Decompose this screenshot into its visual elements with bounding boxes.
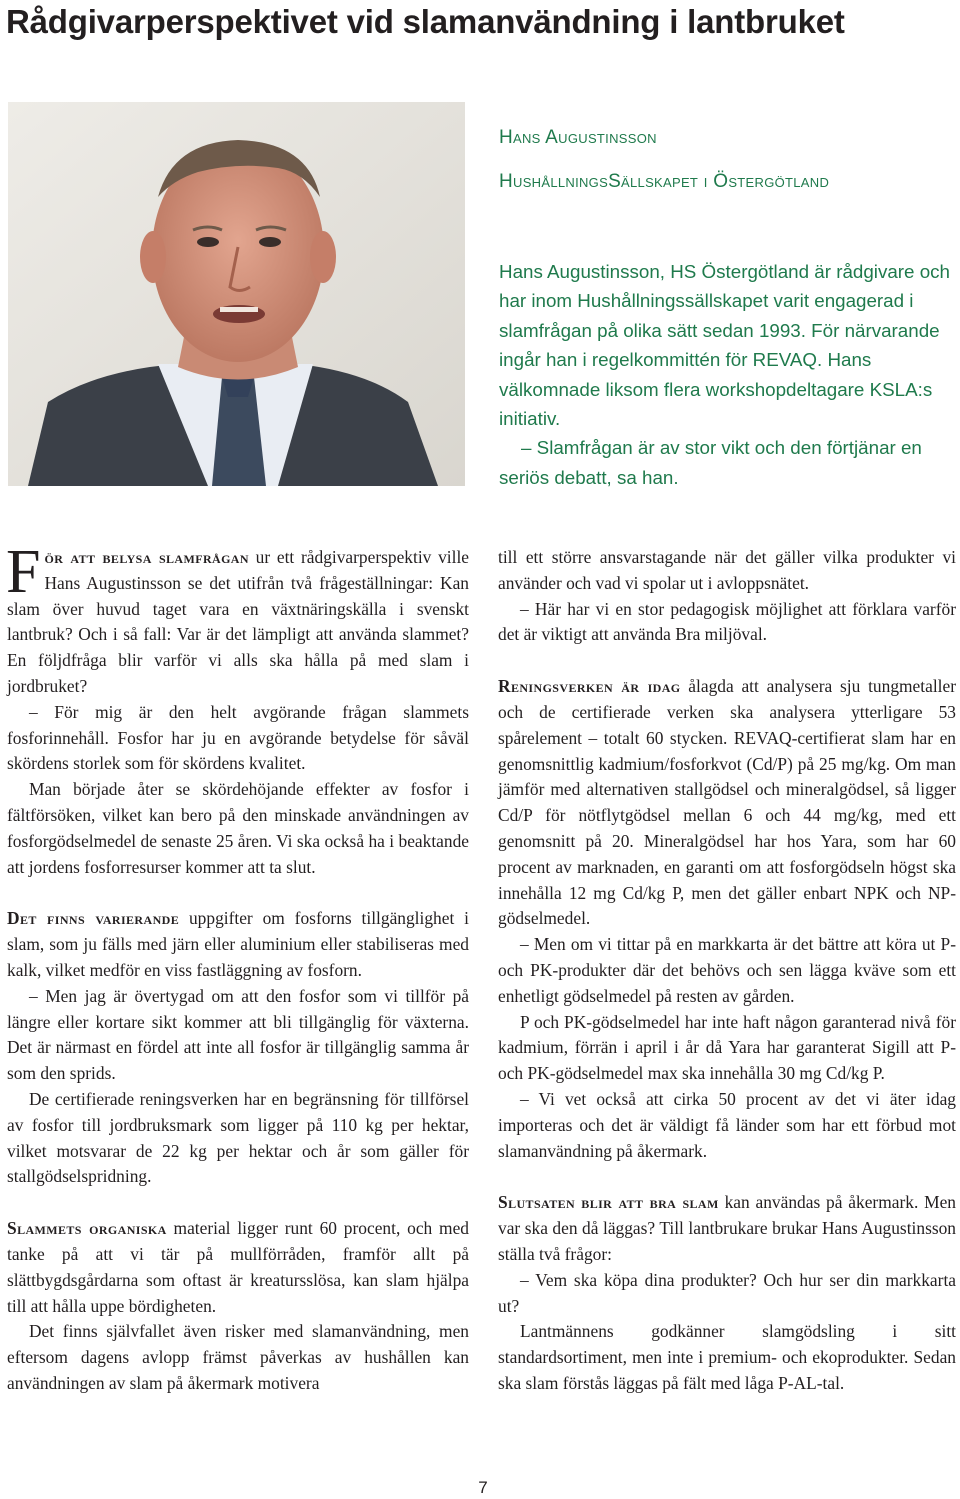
- paragraph-text: kan användas på åkermark. Men var ska den då läggas? Till lantbrukare brukar Hans Augustinsson ställa två frågor:: [498, 1192, 956, 1264]
- paragraph-text: ur ett rådgivarperspektiv ville Hans Augustinsson se det utifrån två frågeställningar: Kan slam över huvud taget vara en växtnäringskälla i svenskt lantbruk? Och i så fall: Var är det lämpligt att använda slammet? En följdfråga blir varför vi alls ska hålla på med slam i jordbruket?: [7, 547, 469, 696]
- paragraph: [498, 1190, 956, 1267]
- author-name: Hans Augustinsson: [499, 127, 657, 148]
- right-column: [498, 545, 956, 1397]
- paragraph-lead: Slammets organiska: [7, 1218, 167, 1239]
- paragraph: [7, 906, 469, 983]
- paragraph-text: uppgifter om fosforns tillgänglighet i slam, som ju fälls med järn eller aluminium eller stabiliseras med kalk, vilket medför en viss fastläggning av fosforn.: [7, 908, 469, 980]
- intro-text: [499, 257, 955, 492]
- paragraph: – Vi vet också att cirka 50 procent av det vi äter idag importeras och det är väldigt få länder som har ett förbud mot slamanvändning på åkermark.: [498, 1088, 956, 1161]
- paragraph: Man började åter se skördehöjande effekter av fosfor i fältförsöken, vilket kan bero på den minskade användningen av fosforgödselmedel de senaste 25 åren. Vi ska också ha i beaktande att jordens fosforresurser kommer att ta slut.: [7, 779, 469, 877]
- paragraph: – Här har vi en stor pedagogisk möjlighet att förklara varför det är viktigt att använda Bra miljöval.: [498, 598, 956, 645]
- paragraph: [7, 1216, 469, 1319]
- portrait-photo: [8, 102, 465, 486]
- paragraph-text: material ligger runt 60 procent, och med tanke på att vi tär på mullförråden, framför allt på slättbygdsgårdarna som oftast är kreatursslösa, kan slam hjälpa till att hålla uppe bördigheten.: [7, 1218, 469, 1316]
- intro-paragraph: Hans Augustinsson, HS Östergötland är rådgivare och har inom Hushållningssällskapet varit engagerad i slamfrågan på olika sätt sedan 1993. För närvarande ingår han i regelkommittén för REVAQ. Hans välkomnade liksom flera workshopdeltagare KSLA:s initiativ.: [499, 261, 950, 430]
- paragraph: – För mig är den helt avgörande frågan slammets fosforinnehåll. Fosfor har ju en avgörande betydelse för såväl skördens storlek som för skördens kvalitet.: [7, 701, 469, 774]
- page-title: Rådgivarperspektivet vid slamanvändning i lantbruket: [6, 3, 845, 40]
- paragraph: P och PK-gödselmedel har inte haft någon garanterad nivå för kadmium, förrän i april i år då Yara har garanterat Sigill att P- och PK-gödselmedel max ska innehålla 30 mg Cd/kg P.: [498, 1011, 956, 1084]
- paragraph: till ett större ansvarstagande när det gäller vilka produkter vi använder och vad vi spolar ut i avloppsnätet.: [498, 547, 956, 593]
- author-organization: HushållningsSällskapet i Östergötland: [499, 171, 830, 192]
- paragraph: [6, 538, 469, 700]
- paragraph: [498, 674, 956, 932]
- paragraph: – Men jag är övertygad om att den fosfor som vi tillför på längre eller kortare sikt kommer att bli tillgänglig för växterna. Det är närmast en fördel att inte all fosfor är tillgänglig samma år som den sprids.: [7, 985, 469, 1084]
- paragraph-lead: Slutsaten blir att bra slam: [498, 1192, 719, 1213]
- paragraph: De certifierade reningsverken har en begränsning för tillförsel av fosfor till jordbruksmark som ligger på 110 kg per hektar, vilket motsvarar de 22 kg per hektar och år som gäller för stallgödselspridning.: [7, 1088, 469, 1187]
- paragraph: – Vem ska köpa dina produkter? Och hur ser din markkarta ut?: [498, 1269, 956, 1316]
- paragraph-lead: ör att belysa slamfrågan: [44, 547, 249, 567]
- paragraph: Lantmännens godkänner slamgödsling i sitt standardsortiment, men inte i premium- och ekoprodukter. Sedan ska slam förstås läggas på fält med låga P-AL-tal.: [498, 1321, 956, 1393]
- paragraph: Det finns självfallet även risker med slamanvändning, men eftersom dagens avlopp främst påverkas av hushållen kan användningen av slam på åkermark motivera: [7, 1321, 469, 1393]
- left-column: [6, 538, 469, 1397]
- paragraph-lead: Det finns varierande: [7, 908, 180, 929]
- paragraph: – Men om vi tittar på en markkarta är det bättre att köra ut P- och PK-produkter där det behövs och sen lägga kväve som ett enhetligt gödselmedel på resten av gården.: [498, 934, 956, 1006]
- paragraph-lead: Reningsverken är idag: [498, 676, 681, 697]
- page-number: 7: [478, 1478, 488, 1497]
- paragraph-text: ålagda att analysera sju tungmetaller och de certifierade verken ska analysera ytterligare 53 spårelement – totalt 60 stycken. REVAQ-certifierat slam har en genomsnittlig kadmium/fosforkvot (Cd/P) på 25 mg/kg. Om man jämför med alternativen stallgödsel och mineralgödsel, så ligger Cd/P för nötflytgödsel mellan 6 och 44 mg/kg, med ett genomsnitt på 20. Mineralgödsel har hos Yara, som har 60 procent av marknaden, en garanti om att fosforgödseln högst ska innehålla 12 mg Cd/kg P, men det gäller enbart NPK och NP-gödselmedel.: [498, 676, 956, 929]
- drop-cap: F: [6, 538, 41, 606]
- intro-quote: – Slamfrågan är av stor vikt och den förtjänar en seriös debatt, sa han.: [499, 437, 922, 488]
